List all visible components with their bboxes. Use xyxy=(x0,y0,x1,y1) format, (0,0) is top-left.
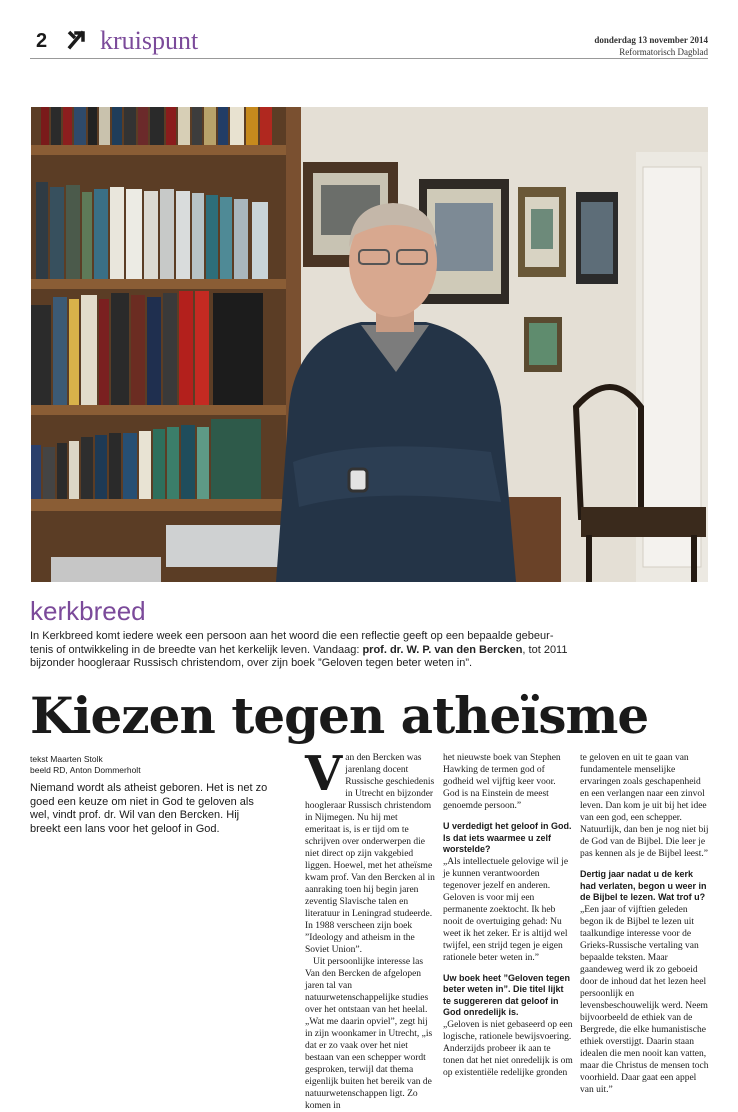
publication-name: Reformatorisch Dagblad xyxy=(619,47,708,57)
credits xyxy=(30,754,141,776)
issue-date: donderdag 13 november 2014 xyxy=(594,35,708,45)
section-title: kruispunt xyxy=(100,26,199,55)
lead-paragraph: Niemand wordt als atheist geboren. Het is net zo goed een keuze om niet in God te geloven als wel, vindt prof. dr. Wil van den Bercken. Hij breekt een lans voor het geloof in God. xyxy=(30,782,268,835)
article-column-3 xyxy=(580,752,710,1096)
crossroads-logo-icon xyxy=(66,27,90,51)
article-paragraph: Uit persoonlijke interesse las Van den Bercken de afgelopen jaren tal van natuurwetenschappelijke studies over het ontstaan van het heelal. „Wat me daarin opviel”, zegt hij in zijn woonkamer in Utrecht, „is dat er zo vaak over het niet bestaan van een schepper wordt gesproken, terwijl dat thema eigenlijk buiten het bereik van de natuurwetenschappen ligt. Zo komen in xyxy=(305,957,433,1111)
article-paragraph: „Geloven is niet gebaseerd op een logische, rationele bewijsvoering. Anderzijds probeer ik aan te tonen dat het niet onredelijk is om op existentiële redelijke gronden xyxy=(443,1019,573,1078)
interview-question: Uw boek heet ”Geloven tegen beter weten in”. Die titel lijkt te suggereren dat geloof in God onredelijk is. xyxy=(443,972,571,1017)
article-column-2 xyxy=(443,752,573,1079)
article-paragraph: „Als intellectuele gelovige wil je je kunnen verantwoorden tegenover jezelf en anderen. Geloven is voor mij een permanente zoektocht. Ik heb nooit de overtuiging gehad: Nu weet ik het zeker. Er is altijd wel twijfel, een strijd tegen je eigen rationele beter weten in.” xyxy=(443,856,569,963)
intro-text-before: In Kerkbreed komt iedere week een persoon aan het woord die een reflectie geeft op een bepaalde gebeurtenis of ontwikkeling in de breedte van het kerkelijk leven. Vandaag: xyxy=(30,630,554,656)
intro-text-after: , tot 2011 bijzonder hoogleraar Russisch christendom, over zijn boek ”Geloven tegen beter weten in”. xyxy=(30,643,568,669)
intro-text xyxy=(30,630,570,671)
drop-cap: V xyxy=(305,746,343,802)
interview-question: Dertig jaar nadat u de kerk had verlaten, begon u weer in de Bijbel te lezen. Wat trof u? xyxy=(580,869,707,902)
article-paragraph: het nieuwste boek van Stephen Hawking de termen god of godheid wel vijftig keer voor. God is na Einstein de meest genoemde persoon.” xyxy=(443,753,561,811)
article-paragraph: „Een jaar of vijftien geleden begon ik de Bijbel te lezen uit taalkundige interesse voor de Grieks-Russische vertaling van bepaalde teksten. Maar gaandeweg werd ik zo geboeid door de inhoud dat het lezen heel persoonlijk en levensbeschouwelijk werd. Neem bijvoorbeeld de ethiek van de Bergrede, die elke humanistische ethiek overstijgt. Daarin staan idealen die men nooit kan vatten, maar die Christus de mensen toch voorhield. Daar gaat een appel van uit.” xyxy=(580,904,709,1095)
header-meta xyxy=(594,34,708,58)
photo-credit: beeld RD, Anton Dommerholt xyxy=(30,765,141,775)
intro-name: prof. dr. W. P. van den Bercken xyxy=(362,643,523,656)
article-paragraph: te geloven en uit te gaan van fundamentele menselijke ervaringen zoals geschapenheid en een verlangen naar een zinvol leven. Dan kom je uit bij het idee van een god, een schepper. Natuurlijk, dan ben je nog niet bij de God van de Bijbel. Die leer je pas kennen als je de Bijbel leest.” xyxy=(580,753,709,859)
headline: Kiezen tegen atheïsme xyxy=(30,686,649,745)
portrait-photo xyxy=(31,107,708,582)
article-column-1 xyxy=(305,746,435,1112)
page-number: 2 xyxy=(36,30,48,52)
header-divider xyxy=(30,58,708,59)
text-credit: tekst Maarten Stolk xyxy=(30,754,103,764)
article-paragraph: an den Bercken was jarenlang docent Russische geschiedenis in Utrecht en bijzonder hoogleraar Russisch christendom in Nijmegen. Nu hij met emeritaat is, is er tijd om te schrijven over onderwerpen die niet direct op zijn vakgebied liggen. Hoewel, met het atheïsme kwam prof. Van den Bercken al in aanraking toen hij begin jaren zeventig Slavische talen en literatuur in Leningrad studeerde. In 1988 verscheen zijn boek ”Ideology and atheism in the Soviet Union”. xyxy=(305,753,435,955)
interview-question: U verdedigt het geloof in God. Is dat iets waarmee u zelf worstelde? xyxy=(443,821,572,854)
subsection-title: kerkbreed xyxy=(30,596,146,626)
